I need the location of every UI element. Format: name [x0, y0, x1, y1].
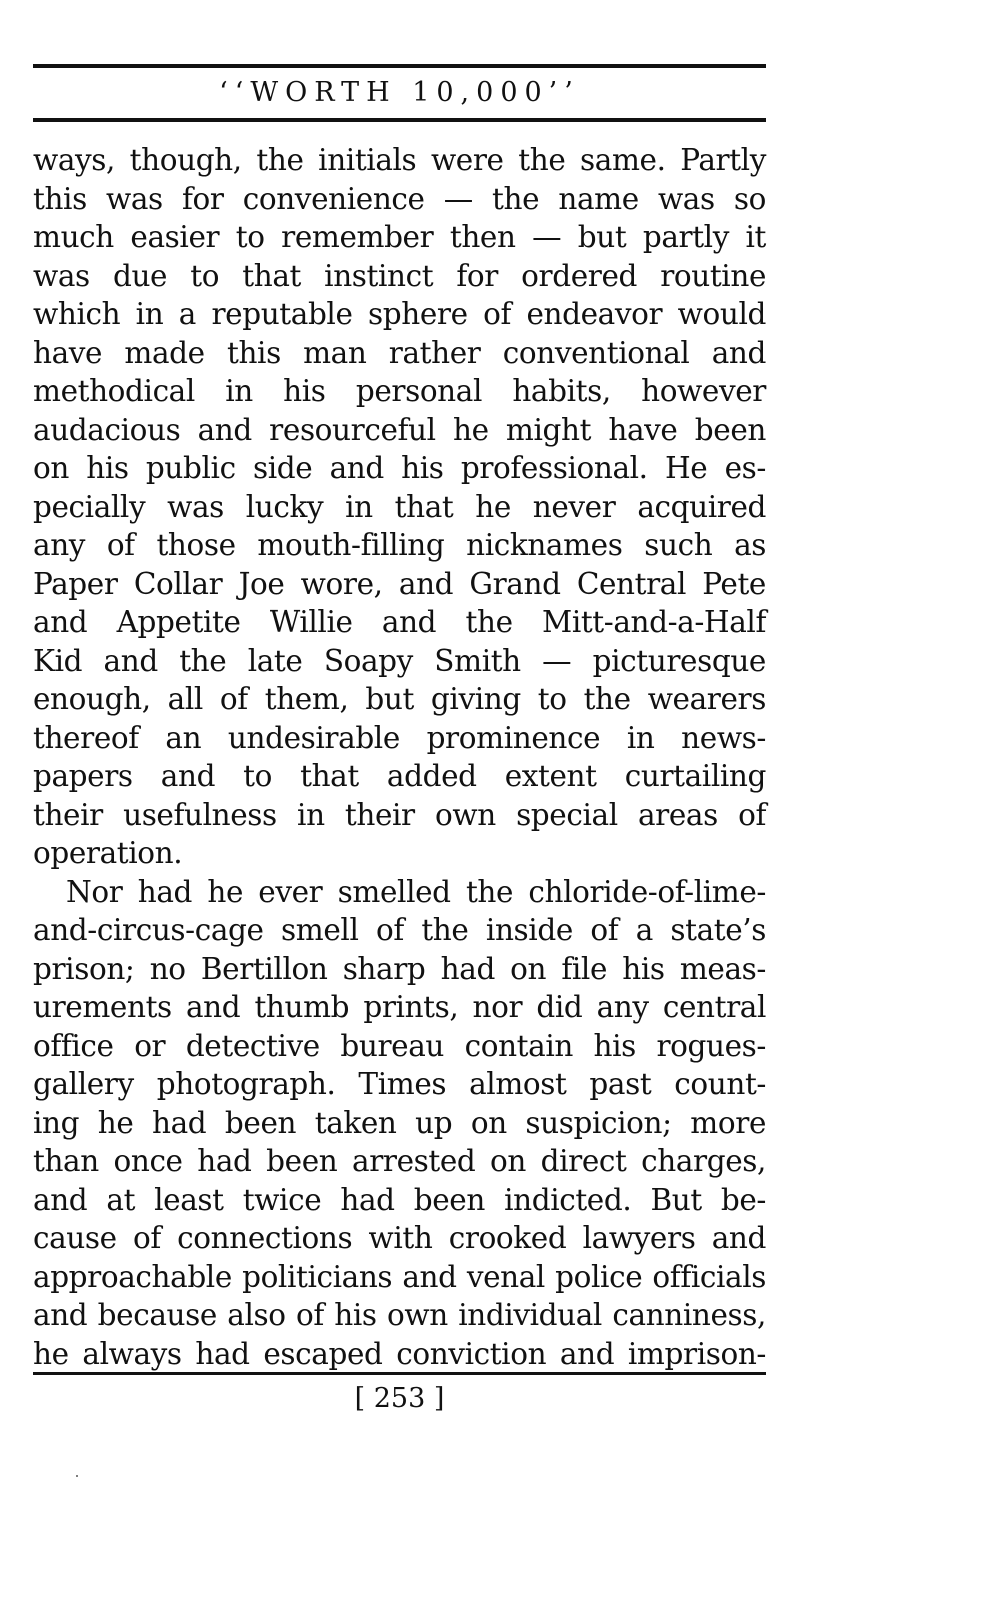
text-line: Paper Collar Joe wore, and Grand Central Pete [33, 566, 766, 601]
text-line: than once had been arrested on direct charges, [33, 1144, 766, 1178]
text-line: papers and to that added extent curtailing [33, 759, 766, 793]
text-line: and-circus-cage smell of the inside of a state’s [33, 913, 766, 947]
text-line: which in a reputable sphere of endeavor would [33, 297, 766, 331]
page-number: [ 253 ] [354, 1383, 445, 1414]
text-line: methodical in his personal habits, however [33, 374, 766, 408]
text-line: office or detective bureau contain his rogues- [33, 1028, 766, 1063]
header-rule-top [33, 64, 766, 68]
text-line: thereof an undesirable prominence in news- [33, 720, 766, 755]
text-line: and because also of his own individual canniness, [33, 1298, 766, 1332]
text-line: any of those mouth-filling nicknames such as [33, 528, 766, 562]
scan-speck [76, 1475, 78, 1477]
running-head: ‘‘WORTH 10,000’’ [219, 77, 580, 108]
text-line: operation. [33, 836, 183, 870]
text-line: Kid and the late Soapy Smith — picturesque [33, 643, 766, 678]
text-line: and at least twice had been indicted. But be- [33, 1182, 766, 1217]
text-line: approachable politicians and venal police officials [33, 1259, 766, 1294]
text-line: audacious and resourceful he might have been [33, 412, 766, 447]
text-line: ing he had been taken up on suspicion; more [33, 1105, 766, 1140]
text-line: pecially was lucky in that he never acquired [33, 489, 766, 524]
text-line: much easier to remember then — but partly it [33, 220, 766, 254]
footer-rule [33, 1372, 766, 1375]
text-line: their usefulness in their own special areas of [33, 797, 766, 832]
text-line: was due to that instinct for ordered routine [33, 258, 766, 293]
text-line: cause of connections with crooked lawyers and [33, 1221, 766, 1255]
text-line: ways, though, the initials were the same. Partly [33, 143, 766, 177]
text-line: he always had escaped conviction and imprison- [33, 1336, 766, 1371]
text-line: have made this man rather conventional and [33, 335, 766, 370]
text-line: prison; no Bertillon sharp had on file his meas- [33, 951, 766, 986]
text-line: and Appetite Willie and the Mitt-and-a-Half [33, 605, 766, 639]
text-line: this was for convenience — the name was so [33, 181, 766, 216]
text-line: on his public side and his professional. He es- [33, 451, 766, 485]
paragraph-2 [33, 873, 766, 1374]
text-line: gallery photograph. Times almost past count- [33, 1067, 766, 1101]
text-line: Nor had he ever smelled the chloride-of-lime- [66, 874, 766, 909]
paragraph-1 [33, 141, 766, 873]
header-rule-bottom [33, 118, 766, 122]
text-line: urements and thumb prints, nor did any central [33, 990, 766, 1024]
body-text [33, 141, 766, 1373]
text-line: enough, all of them, but giving to the wearers [33, 682, 766, 716]
